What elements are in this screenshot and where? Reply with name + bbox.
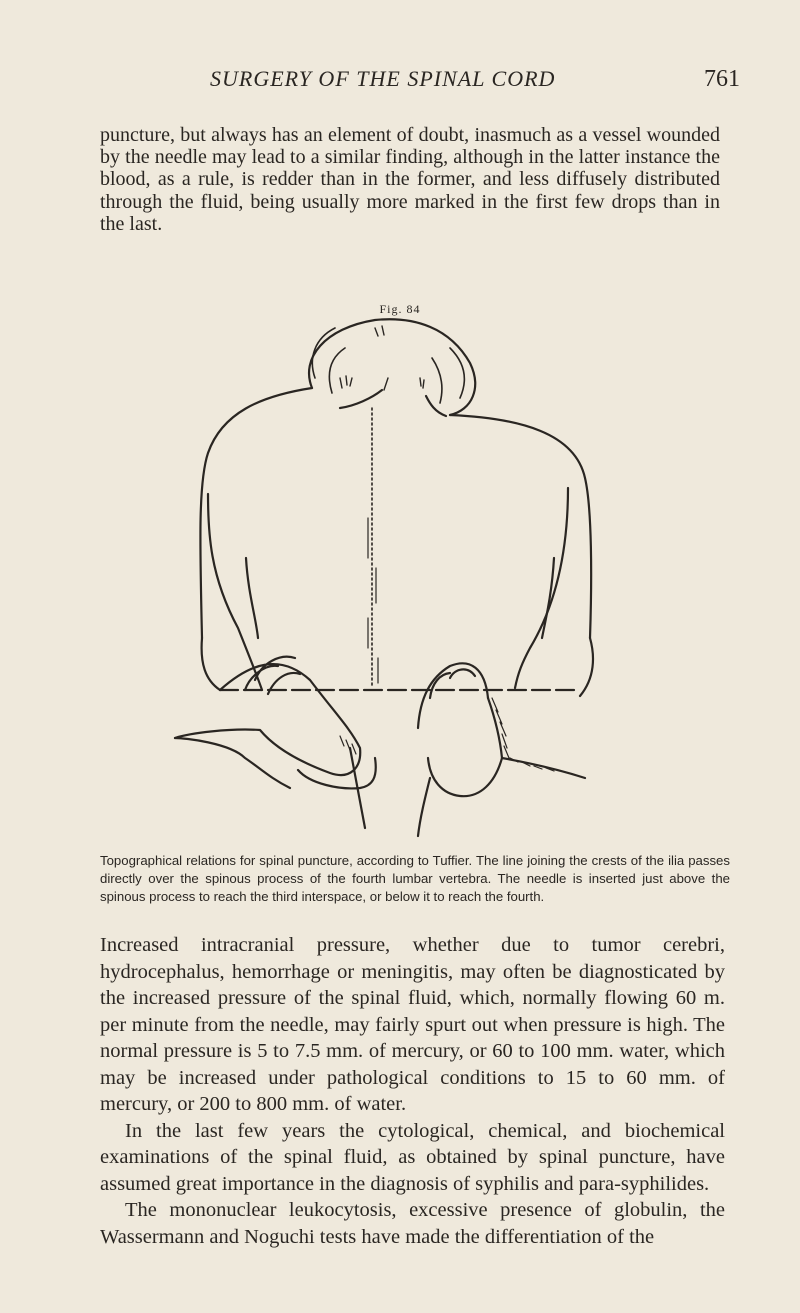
- left-arm-inner: [246, 558, 258, 638]
- back-left-edge: [200, 388, 312, 638]
- page-header: [60, 66, 740, 106]
- left-arm: [202, 494, 262, 690]
- body-paragraph: The mononuclear leukocytosis, excessive presence of globulin, the Wassermann and Noguchi tests have made the differentiation of the: [100, 1199, 725, 1248]
- paragraph-1: puncture, but always has an element of doubt, inasmuch as a vessel wounded by the needle may lead to a similar finding, although in the latter instance the blood, as a rule, is redder than in the former, and less diffusely distributed through the fluid, being usually more marked in the first few drops than in the last.: [100, 124, 720, 235]
- right-hand: [418, 663, 488, 728]
- figure-caption: Topographical relations for spinal puncture, according to Tuffier. The line joining the crests of the ilia passes directly over the spinous process of the fourth lumbar vertebra. The needle is inserted just above the spinous process to reach the third interspace, or below it to reach the fourth.: [100, 853, 730, 904]
- right-hand-fingers: [428, 698, 502, 796]
- right-hand-wrist: [418, 758, 585, 836]
- body-text: [100, 932, 725, 1250]
- left-hand: [175, 657, 360, 775]
- neck-right: [426, 396, 446, 416]
- right-arm: [515, 488, 593, 696]
- running-head: SURGERY OF THE SPINAL CORD: [210, 66, 556, 91]
- body-paragraph: Increased intracranial pressure, whether due to tumor cerebri, hydrocephalus, hemorrhage or meningitis, may often be diagnosticated by the increased pressure of the spinal fluid, which, normally flowing 60 m. per minute from the needle, may fairly spurt out when pressure is high. The normal pressure is 5 to 7.5 mm. of mercury, or 60 to 100 mm. water, which may be increased under pathological conditions to 15 to 60 mm. of mercury, or 200 to 800 mm. of water.: [100, 934, 725, 1115]
- spine-marks: [368, 518, 378, 683]
- hair-marks: [340, 326, 424, 390]
- hair-outline: [309, 319, 475, 415]
- anatomical-figure: [150, 318, 650, 838]
- hair-strands-right: [432, 348, 464, 403]
- body-paragraph: In the last few years the cytological, chemical, and biochemical examinations of the spinal fluid, as obtained by spinal puncture, have assumed great importance in the diagnosis of syphilis and para-syphilides.: [100, 1119, 725, 1195]
- left-hand-thumb: [298, 758, 376, 788]
- page-number: 761: [704, 66, 740, 92]
- back-right-edge: [450, 415, 591, 638]
- left-hand-lower: [175, 738, 290, 788]
- figure-label: Fig. 84: [379, 302, 421, 316]
- neck-left: [340, 390, 382, 408]
